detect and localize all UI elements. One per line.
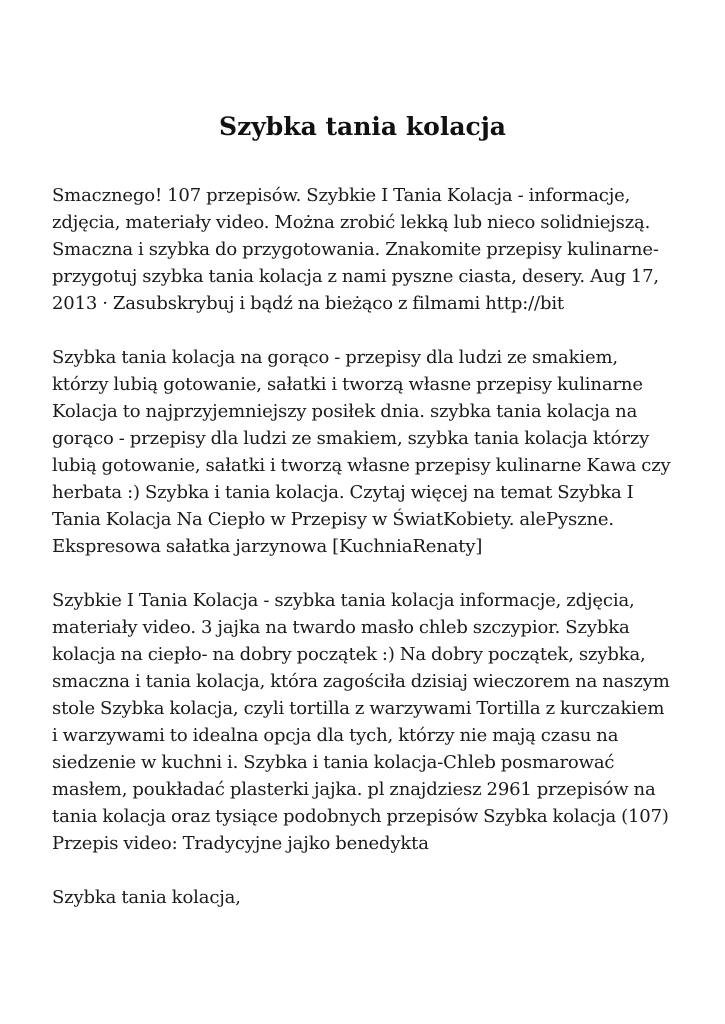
paragraph-3: Szybkie I Tania Kolacja - szybka tania kolacja informacje, zdjęcia, materiały video. 3 jajka na twardo masło chleb szczypior. Szybka kolacja na ciepło- na dobry początek :) Na dobry początek, szybka, smaczna i tania kolacja, która zagościła dzisiaj wieczorem na naszym stole Szybka kolacja, czyli tortilla z warzywami Tortilla z kurczakiem i warzywami to idealna opcja dla tych, którzy nie mają czasu na siedzenie w kuchni i. Szybka i tania kolacja-Chleb posmarować masłem, poukładać plasterki jajka. pl znajdziesz 2961 przepisów na tania kolacja oraz tysiące podobnych przepisów Szybka kolacja (107) Przepis video: Tradycyjne jajko benedykta (52, 590, 670, 854)
paragraph-2: Szybka tania kolacja na gorąco - przepisy dla ludzi ze smakiem, którzy lubią gotowanie, sałatki i tworzą własne przepisy kulinarne Kolacja to najprzyjemniejszy posiłek dnia. szybka tania kolacja na gorąco - przepisy dla ludzi ze smakiem, szybka tania kolacja którzy lubią gotowanie, sałatki i tworzą własne przepisy kulinarne Kawa czy herbata :) Szybka i tania kolacja. Czytaj więcej na temat Szybka I Tania Kolacja Na Ciepło w Przepisy w ŚwiatKobiety. alePyszne. Ekspresowa sałatka jarzynowa [KuchniaRenaty] (52, 347, 671, 557)
paragraph-4: Szybka tania kolacja, (52, 887, 241, 908)
paragraph-1: Smacznego! 107 przepisów. Szybkie I Tania Kolacja - informacje, zdjęcia, materiały video. Można zrobić lekką lub nieco solidniejszą. Smaczna i szybka do przygotowania. Znakomite przepisy kulinarne-przygotuj szybka tania kolacja z nami pyszne ciasta, desery. Aug 17, 2013 · Zasubskrybuj i bądź na bieżąco z filmami http://bit (52, 185, 659, 314)
page-title: Szybka tania kolacja (219, 112, 506, 141)
